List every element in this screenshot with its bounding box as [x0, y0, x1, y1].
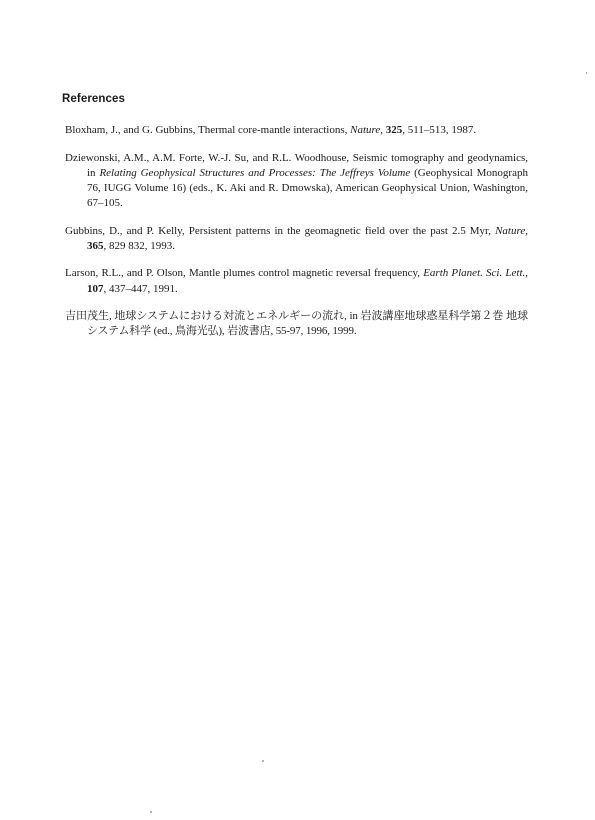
ref-volume: 365 [87, 239, 104, 252]
references-heading: References [62, 93, 126, 105]
reference-entry-dziewonski [65, 151, 528, 212]
ref-title: Persistent patterns in the geomagnetic field over the past 2.5 Myr, [188, 224, 496, 237]
reference-entry-gubbins [65, 224, 528, 254]
ref-sep: , [525, 224, 528, 237]
scan-speck [262, 760, 264, 762]
ref-journal: Nature [350, 124, 381, 136]
ref-authors: Dziewonski, A.M., A.M. Forte, W.-J. Su, and R.L. Woodhouse, [65, 151, 353, 164]
scan-speck [586, 72, 587, 74]
ref-authors: Bloxham, J., and G. Gubbins, [65, 124, 199, 136]
ref-authors: Gubbins, D., and P. Kelly, [65, 224, 189, 237]
reference-list [65, 123, 528, 352]
ref-volume: 107 [87, 282, 104, 295]
ref-volume: 325 [385, 124, 403, 136]
ref-full-text: 吉田茂生, 地球システムにおける対流とエネルギーの流れ, in 岩波講座地球惑星科学第２巻 地球システム科学 (ed., 鳥海光弘), 岩波書店, 55-97, 1996, 1999. [65, 310, 528, 338]
ref-title: Thermal core-mantle interactions, [198, 124, 351, 136]
ref-sep: , [380, 124, 386, 136]
ref-tail: , 829 832, 1993. [103, 239, 175, 252]
ref-sep: , [525, 267, 528, 280]
ref-title: Mantle plumes control magnetic reversal frequency, [188, 267, 424, 280]
ref-tail: , 437–447, 1991. [103, 282, 178, 295]
ref-authors: Larson, R.L., and P. Olson, [65, 267, 189, 280]
scan-speck [150, 811, 152, 813]
ref-journal: Earth Planet. Sci. Lett. [423, 267, 526, 280]
ref-title: Seismic tomography and geodynamics, in [87, 151, 528, 179]
reference-entry-larson [65, 266, 528, 296]
reference-entry-bloxham [65, 123, 528, 138]
ref-tail: , 511–513, 1987. [402, 124, 477, 136]
ref-book-title: Relating Geophysical Structures and Processes: The Jeffreys Volume [99, 166, 411, 179]
reference-entry-yoshida [65, 309, 528, 339]
ref-tail: (Geophysical Monograph 76, IUGG Volume 16) (eds., K. Aki and R. Dmowska), American Geophysical Union, Washington, 67–105. [87, 166, 528, 210]
ref-journal: Nature [495, 224, 526, 237]
